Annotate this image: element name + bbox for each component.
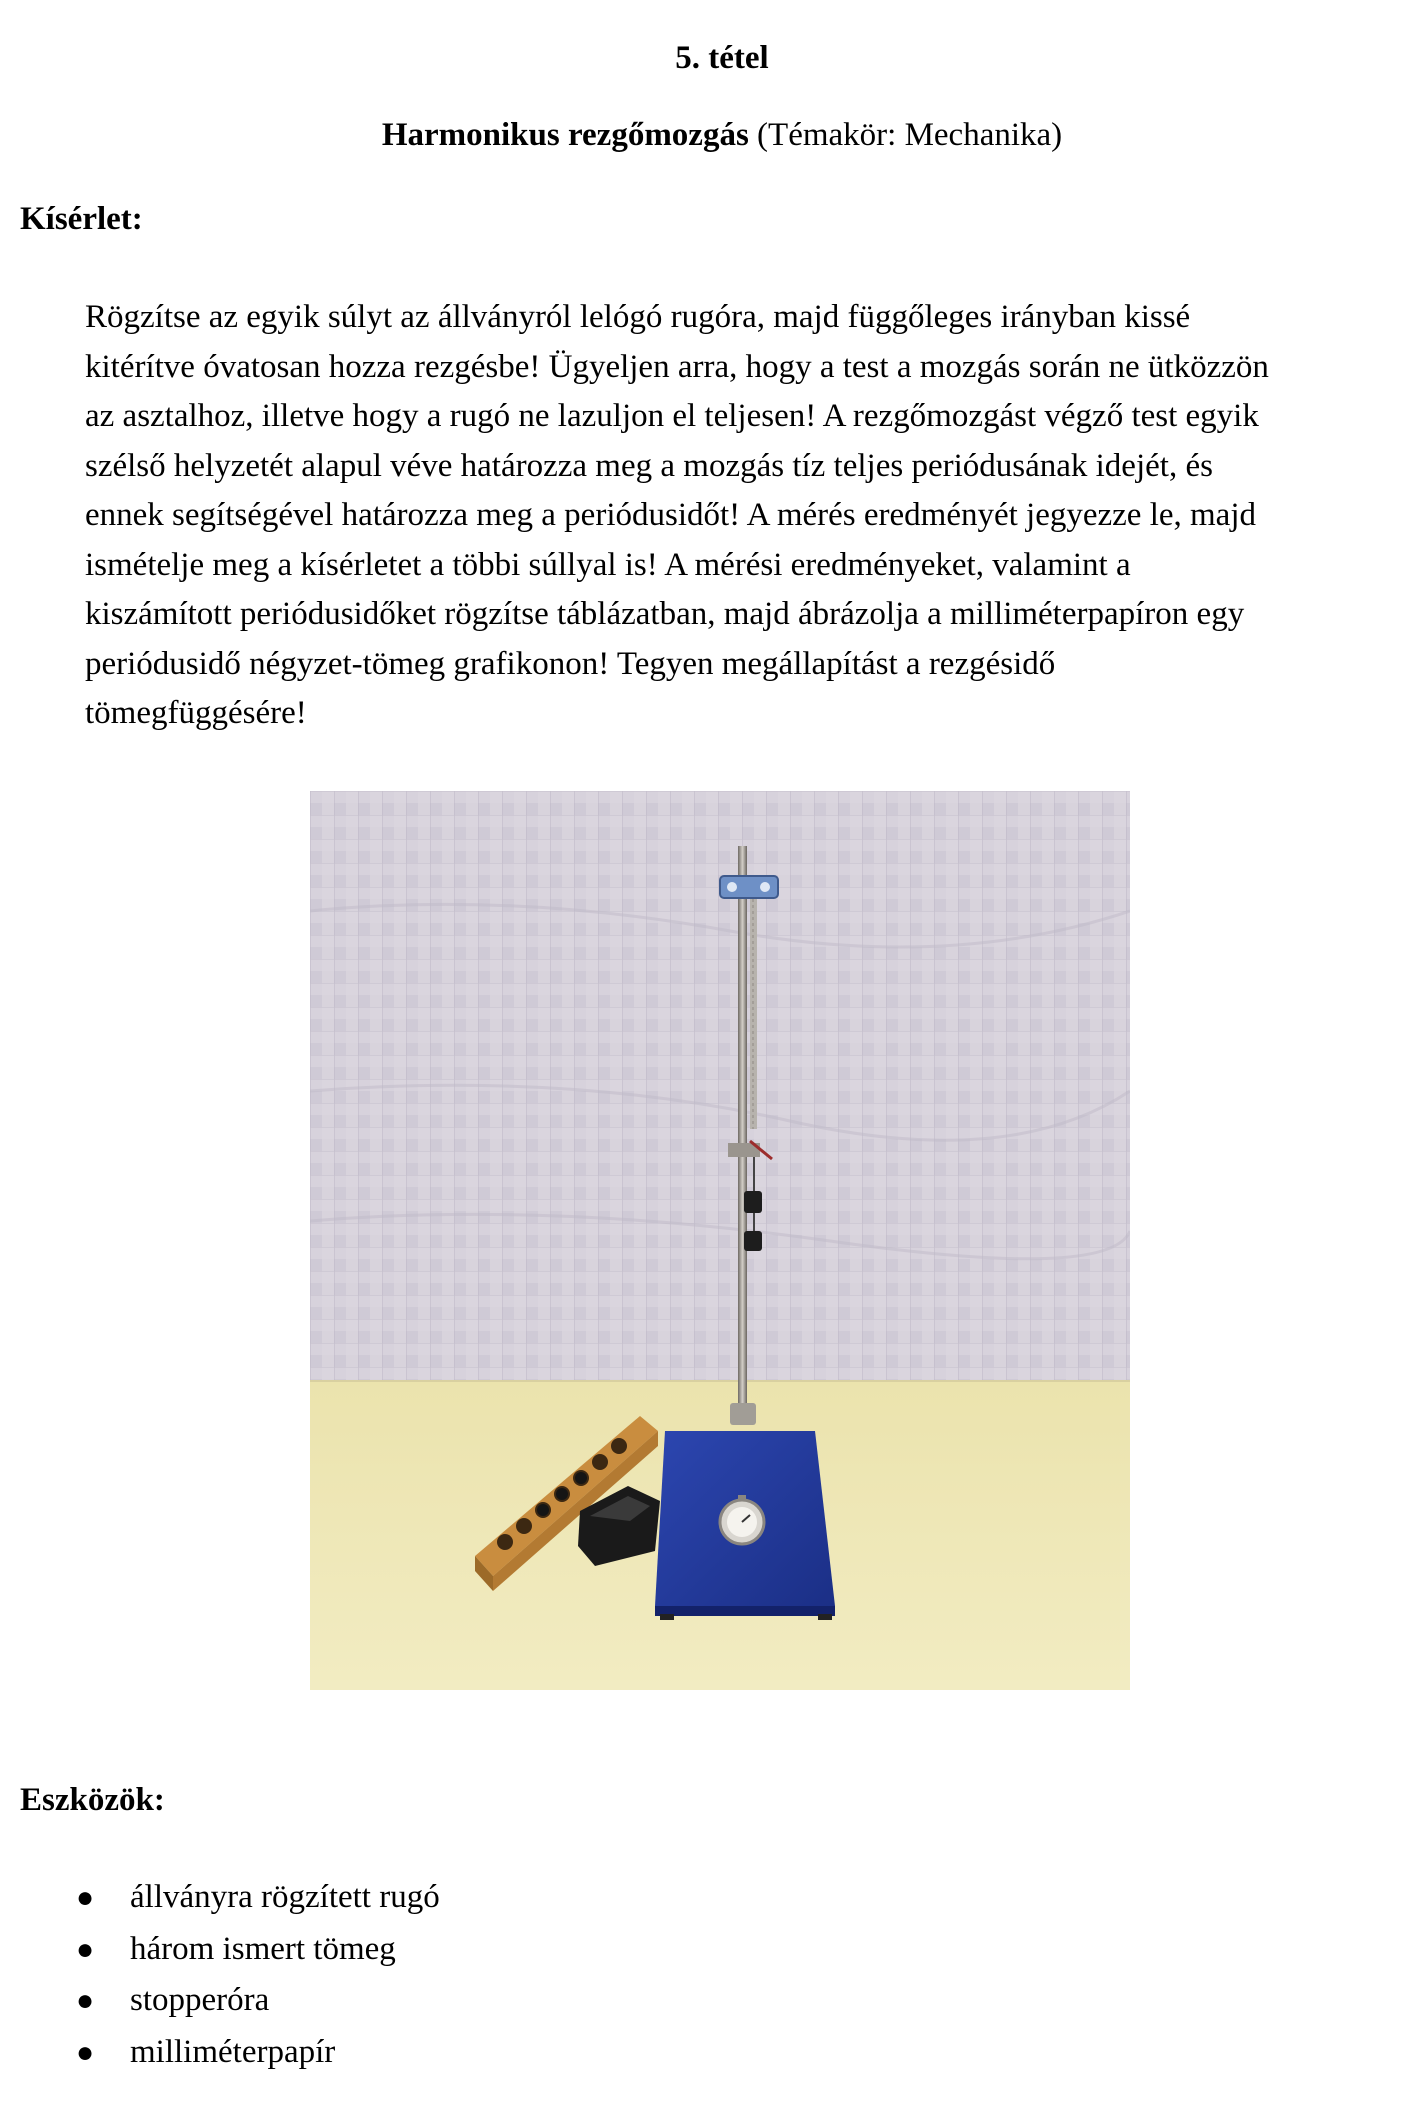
tool-label: három ismert tömeg xyxy=(130,1930,396,1967)
instruction-line: kitérítve óvatosan hozza rezgésbe! Ügyeljen arra, hogy a test a mozgás során ne ütközzön xyxy=(85,348,1269,385)
document-title: 5. tétel xyxy=(675,40,769,76)
instruction-line: szélső helyzetét alapul véve határozza meg a mozgás tíz teljes periódusának idejét, és xyxy=(85,447,1213,484)
bullet-icon: ● xyxy=(76,1984,95,2017)
instruction-line: az asztalhoz, illetve hogy a rugó ne lazuljon el teljesen! A rezgőmozgást végző test egyik xyxy=(85,398,1259,434)
instruction-line: kiszámított periódusidőket rögzítse táblázatban, majd ábrázolja a milliméterpapíron egy xyxy=(85,596,1245,632)
experiment-photo xyxy=(310,791,1130,1690)
topic-title: Harmonikus rezgőmozgás xyxy=(381,117,749,153)
bullet-icon: ● xyxy=(76,2035,95,2069)
instruction-line: ismételje meg a kísérletet a többi súllyal is! A mérési eredményeket, valamint a xyxy=(85,546,1131,583)
instruction-line: Rögzítse az egyik súlyt az állványról lelógó rugóra, majd függőleges irányban kissé xyxy=(85,299,1191,335)
tools-list xyxy=(0,1872,1424,2078)
document-subtitle xyxy=(10,115,1424,155)
tool-label: stopperóra xyxy=(130,1982,270,2018)
bullet-icon: ● xyxy=(76,1932,95,1966)
topic-category: (Témakör: Mechanika) xyxy=(757,117,1063,153)
tools-heading: Eszközök: xyxy=(20,1782,165,1818)
list-item xyxy=(0,2027,1424,2079)
experiment-heading: Kísérlet: xyxy=(20,201,143,237)
tool-label: milliméterpapír xyxy=(130,2033,336,2070)
experiment-instructions xyxy=(85,293,1415,739)
tool-label: állványra rögzített rugó xyxy=(130,1879,440,1915)
list-item xyxy=(0,1975,1424,2027)
instruction-line: periódusidő négyzet-tömeg grafikonon! Tegyen megállapítást a rezgésidő xyxy=(85,645,1056,682)
instruction-line: ennek segítségével határozza meg a periódusidőt! A mérés eredményét jegyezze le, majd xyxy=(85,497,1257,533)
list-item xyxy=(0,1872,1424,1924)
bullet-icon: ● xyxy=(76,1881,95,1914)
instruction-line: tömegfüggésére! xyxy=(85,695,307,731)
list-item xyxy=(0,1924,1424,1976)
